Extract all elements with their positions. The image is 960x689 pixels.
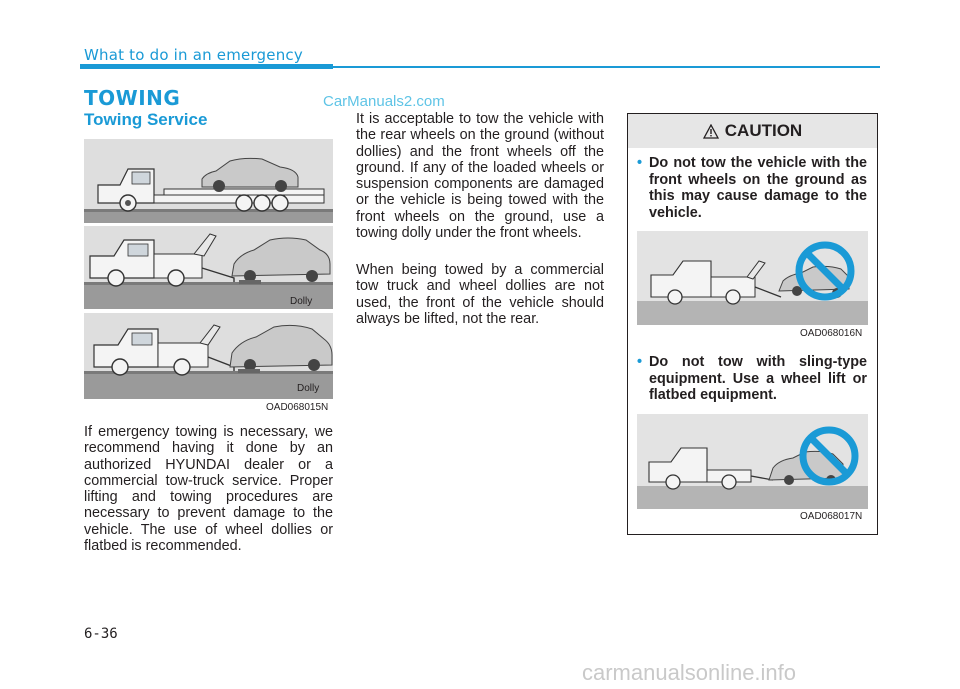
dolly-label-2: Dolly [297, 383, 320, 394]
dolly-label-1: Dolly [290, 296, 313, 307]
caution-bullet-2-text: Do not tow with sling-type equipment. Use a wheel lift or flatbed equipment. [649, 354, 867, 403]
figure-panel-flatbed [84, 139, 333, 223]
caution-bullet-1-text: Do not tow the vehicle with the front wheels on the ground as this may cause damage to the vehicle. [649, 155, 867, 221]
caution-title: CAUTION [724, 121, 803, 140]
caution-header [628, 114, 877, 148]
bullet-dot: • [637, 155, 643, 171]
flatbed-truck-illustration [84, 139, 333, 223]
header-rule-thin [333, 66, 880, 68]
figure-panel-wheel-lift-2 [84, 313, 333, 399]
caution-figure-1-code: OAD068016N [800, 328, 863, 339]
paragraph-towing-service: If emergency towing is necessary, we recommend having it done by an authorized HYUNDAI dealer or a commercial tow-truck service. Proper lifting and towing procedures are necessary to prevent damage to the vehicle. The use of wheel dollies or flatbed is recommended. [84, 424, 333, 555]
paragraph-rear-wheels: It is acceptable to tow the vehicle with the rear wheels on the ground (without dollies) and the front wheels off the ground. If any of the loaded wheels or suspension components are damaged or the vehicle is being towed with the front wheels on the ground, use a towing dolly under the front wheels. [356, 111, 604, 242]
caution-bullet-2 [637, 354, 867, 404]
caution-figure-2 [637, 414, 868, 509]
bullet-dot: • [637, 354, 643, 370]
section-title: TOWING [84, 86, 181, 110]
subsection-title: Towing Service [84, 110, 208, 129]
tow-front-wheels-prohibited-illustration [637, 231, 868, 325]
header-rule-thick [80, 64, 333, 69]
warning-triangle-icon [703, 124, 719, 139]
caution-figure-2-code: OAD068017N [800, 511, 863, 522]
sling-tow-prohibited-illustration [637, 414, 868, 509]
figure-code-main: OAD068015N [266, 402, 329, 413]
watermark-top: CarManuals2.com [323, 93, 445, 110]
page-number: 6-36 [84, 626, 118, 642]
footer-watermark: carmanualsonline.info [582, 660, 797, 685]
caution-bullet-1 [637, 155, 867, 221]
wheel-lift-truck-illustration-2 [84, 313, 333, 399]
caution-figure-1 [637, 231, 868, 325]
caution-box [627, 113, 878, 535]
paragraph-commercial-tow: When being towed by a commercial tow truck and wheel dollies are not used, the front of the vehicle should always be lifted, not the rear. [356, 262, 604, 327]
header-section-label: What to do in an emergency [84, 46, 303, 64]
